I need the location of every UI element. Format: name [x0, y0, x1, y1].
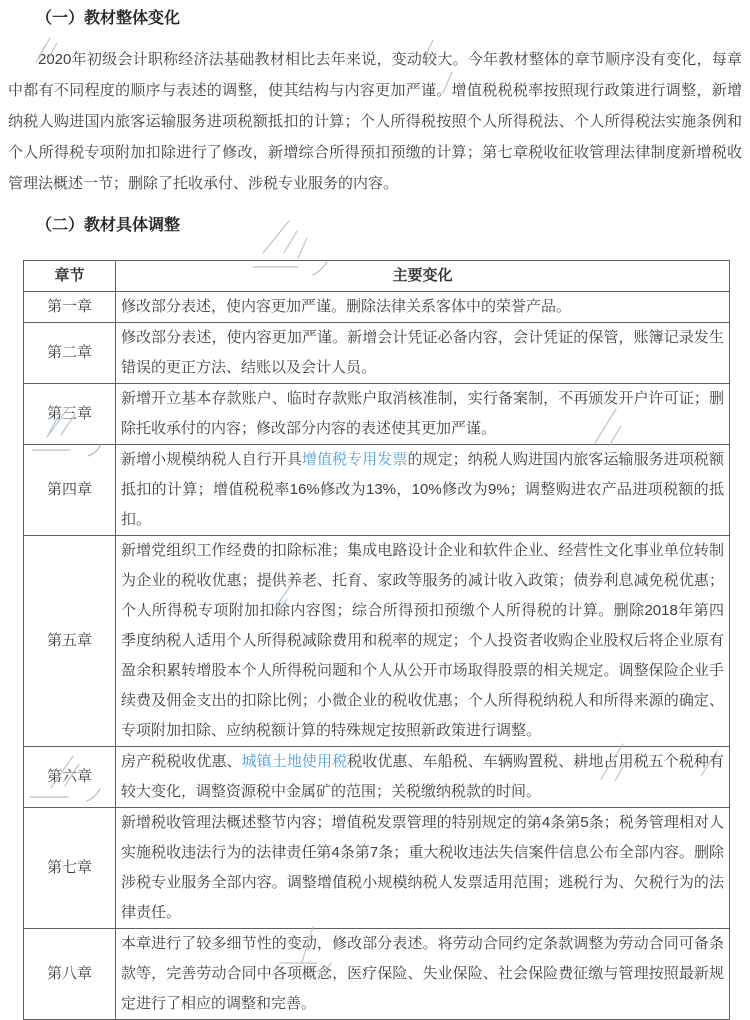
inline-link[interactable]: 城镇土地使用税: [241, 753, 348, 770]
chapter-column-header: 章节: [24, 261, 116, 292]
chapter-cell: 第三章: [24, 384, 116, 445]
chapter-cell: 第六章: [24, 747, 116, 808]
chapter-cell: 第八章: [24, 929, 116, 1020]
chapter-cell: 第七章: [24, 808, 116, 929]
overview-paragraph: 2020年初级会计职称经济法基础教材相比去年来说，变动较大。今年教材整体的章节顺序没有变化，每章中都有不同程度的顺序与表述的调整，使其结构与内容更加严谨。增值税税税率按照现行政策进行调整，新增纳税人购进国内旅客运输服务进项税额抵扣的计算；个人所得税按照个人所得税法、个人所得税法实施条例和个人所得税专项附加扣除进行了修改，新增综合所得预扣预缴的计算；第七章税收征收管理法律制度新增税收管理法概述一节；删除了托收承付、涉税专业服务的内容。: [8, 51, 742, 192]
table-row: [24, 747, 730, 808]
change-cell: 本章进行了较多细节性的变动，修改部分表述。将劳动合同约定条款调整为劳动合同可备条款等，完善劳动合同中各项概念，医疗保险、失业保险、社会保险费征缴与管理按照最新规定进行了相应的调整和完善。: [116, 929, 730, 1020]
chapter-cell: 第五章: [24, 536, 116, 747]
table-row: [24, 808, 730, 929]
change-cell: 新增税收管理法概述整节内容；增值税发票管理的特别规定的第4条第5条；税务管理相对人实施税收违法行为的法律责任第4条第7条；重大税收违法失信案件信息公布全部内容。删除涉税专业服务全部内容。调整增值税小规模纳税人发票适用范围；逃税行为、欠税行为的法律责任。: [116, 808, 730, 929]
table-row: [24, 445, 730, 536]
change-cell: 新增小规模纳税人自行开具增值税专用发票的规定；纳税人购进国内旅客运输服务进项税额抵扣的计算；增值税税率16%修改为13%，10%修改为9%；调整购进农产品进项税额的抵扣。: [116, 445, 730, 536]
change-cell: 修改部分表述，使内容更加严谨。删除法律关系客体中的荣誉产品。: [116, 292, 730, 323]
chapter-cell: 第一章: [24, 292, 116, 323]
changes-table-body: [24, 292, 730, 1020]
table-row: [24, 384, 730, 445]
table-row: [24, 929, 730, 1020]
chapter-cell: 第四章: [24, 445, 116, 536]
table-row: [24, 292, 730, 323]
section-2-heading: （二）教材具体调整: [36, 217, 181, 234]
change-cell: 新增党组织工作经费的扣除标准；集成电路设计企业和软件企业、经营性文化事业单位转制为企业的税收优惠；提供养老、托育、家政等服务的减计收入政策；债券利息减免税优惠；个人所得税专项附加扣除内容图；综合所得预扣预缴个人所得税的计算。删除2018年第四季度纳税人适用个人所得税减除费用和税率的规定；个人投资者收购企业股权后将企业原有盈余积累转增股本个人所得税问题和个人从公开市场取得股票的相关规定。调整保险企业手续费及佣金支出的扣除比例；小微企业的税收优惠；个人所得税纳税人和所得来源的确定、专项附加扣除、应纳税额计算的特殊规定按照新政策进行调整。: [116, 536, 730, 747]
table-row: [24, 536, 730, 747]
change-cell: 新增开立基本存款账户、临时存款账户取消核准制，实行备案制，不再颁发开户许可证；删除托收承付的内容；修改部分内容的表述使其更加严谨。: [116, 384, 730, 445]
change-cell: 房产税税收优惠、城镇土地使用税税收优惠、车船税、车辆购置税、耕地占用税五个税种有较大变化，调整资源税中金属矿的范围；关税缴纳税款的时间。: [116, 747, 730, 808]
chapter-cell: 第二章: [24, 323, 116, 384]
inline-link[interactable]: 增值税专用发票: [301, 451, 408, 468]
change-cell: 修改部分表述，使内容更加严谨。新增会计凭证必备内容，会计凭证的保管，账簿记录发生错误的更正方法、结账以及会计人员。: [116, 323, 730, 384]
table-header-row: [24, 261, 730, 292]
table-row: [24, 323, 730, 384]
main-changes-column-header: 主要变化: [116, 261, 730, 292]
textbook-changes-table: [23, 260, 730, 1020]
section-1-heading: （一）教材整体变化: [36, 10, 181, 27]
